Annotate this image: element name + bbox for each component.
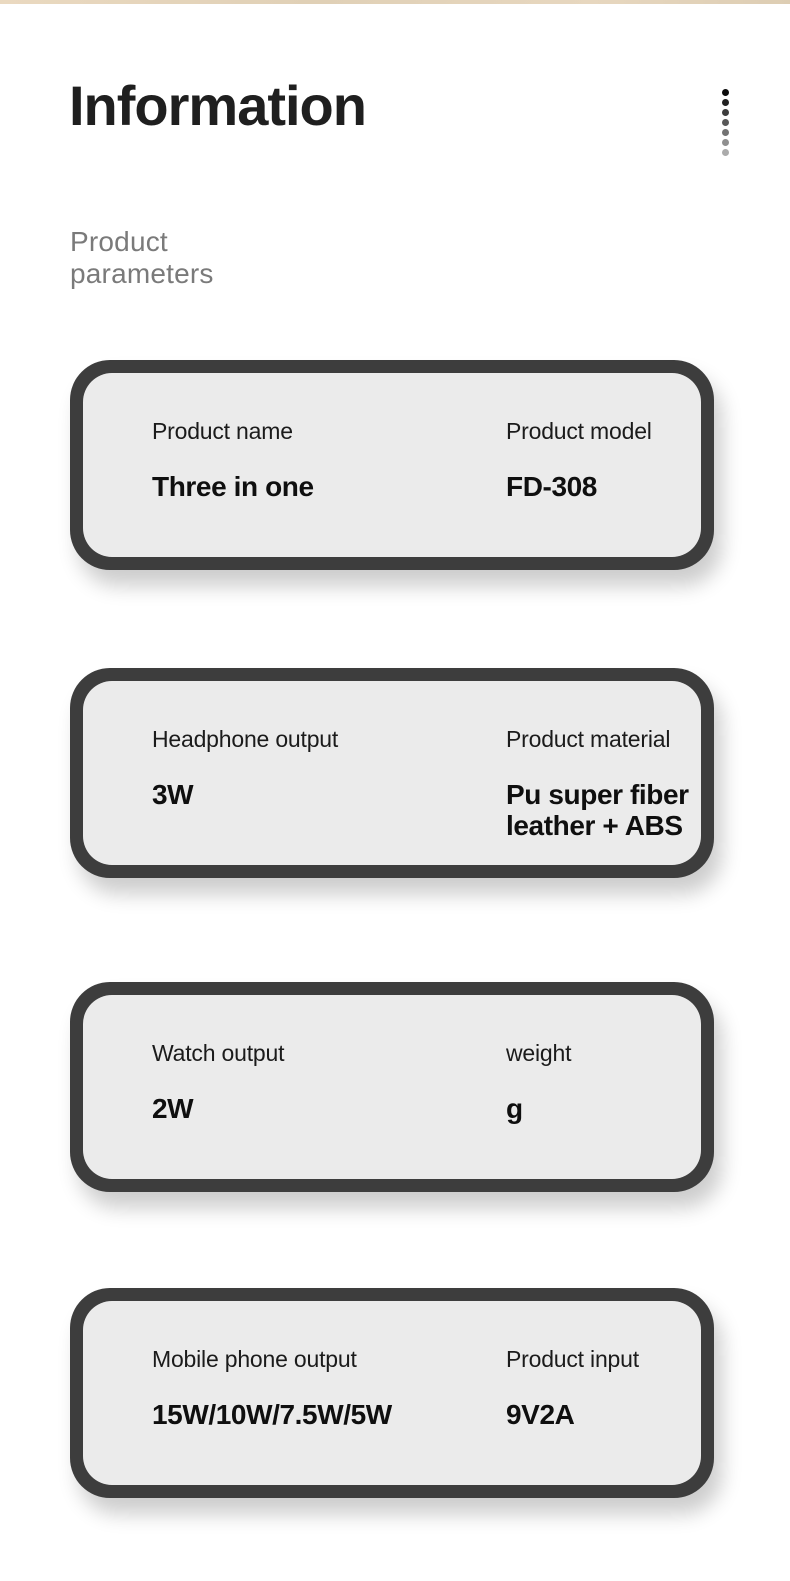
spec-value: Three in one (152, 471, 314, 502)
dot (722, 129, 729, 136)
dot (722, 99, 729, 106)
spec-label: Headphone output (152, 726, 339, 752)
dot (722, 109, 729, 116)
spec-col-right (506, 1345, 691, 1485)
spec-value: Pu super fiber leather + ABS (506, 779, 689, 841)
spec-label: Product model (506, 418, 652, 444)
spec-value: g (506, 1093, 523, 1124)
spec-card-inner (83, 373, 701, 557)
spec-label: Mobile phone output (152, 1346, 357, 1372)
section-subtitle: Product parameters (70, 226, 214, 289)
spec-col-right (506, 417, 691, 557)
spec-col-left (152, 417, 506, 557)
spec-label: Watch output (152, 1040, 285, 1066)
spec-value: 9V2A (506, 1399, 575, 1430)
spec-card-inner (83, 995, 701, 1179)
page-title: Information (69, 74, 366, 137)
spec-card-phone-input (70, 1288, 714, 1498)
spec-label: Product name (152, 418, 293, 444)
more-options-icon[interactable] (722, 89, 729, 156)
spec-value: FD-308 (506, 471, 597, 502)
dot (722, 139, 729, 146)
spec-col-left (152, 1345, 506, 1485)
spec-col-left (152, 1039, 506, 1179)
spec-col-right (506, 1039, 691, 1179)
spec-col-left (152, 725, 506, 865)
spec-card-inner (83, 681, 701, 865)
spec-card-inner (83, 1301, 701, 1485)
spec-card-name-model (70, 360, 714, 570)
spec-value: 15W/10W/7.5W/5W (152, 1399, 392, 1430)
dot (722, 119, 729, 126)
spec-card-watch-weight (70, 982, 714, 1192)
spec-label: Product input (506, 1346, 639, 1372)
dot (722, 89, 729, 96)
spec-value: 2W (152, 1093, 194, 1124)
spec-col-right (506, 725, 691, 865)
spec-card-headphone-material (70, 668, 714, 878)
spec-value: 3W (152, 779, 194, 810)
spec-label: weight (506, 1040, 572, 1066)
dot (722, 149, 729, 156)
spec-label: Product material (506, 726, 671, 752)
top-accent-bar (0, 0, 790, 4)
